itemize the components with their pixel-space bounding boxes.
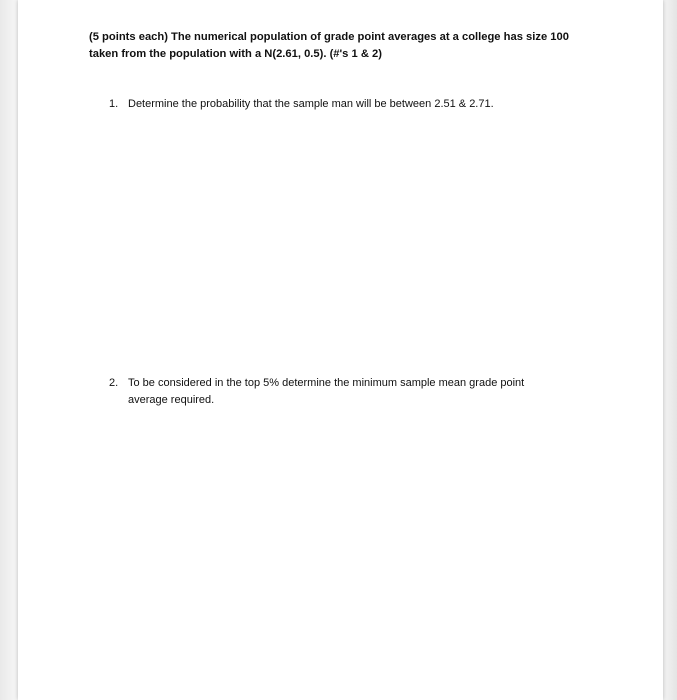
document-page (18, 0, 663, 700)
question-text: Determine the probability that the sample man will be between 2.51 & 2.71. (128, 98, 494, 110)
question-text (128, 375, 579, 409)
question-text-line-1: To be considered in the top 5% determine the minimum sample mean grade point (128, 377, 525, 389)
question-1 (109, 96, 579, 113)
question-number: 1. (109, 98, 119, 110)
problem-intro-line-1: (5 points each) The numerical population of grade point averages at a college has size 100 (89, 31, 569, 43)
question-2 (109, 375, 579, 409)
question-number: 2. (109, 377, 119, 389)
page-edge-left (0, 0, 18, 700)
page-edge-right (663, 0, 677, 700)
problem-intro-line-2: taken from the population with a N(2.61, 0.5). (#'s 1 & 2) (89, 48, 382, 60)
problem-intro (89, 29, 589, 63)
question-text-line-2: average required. (128, 394, 215, 406)
